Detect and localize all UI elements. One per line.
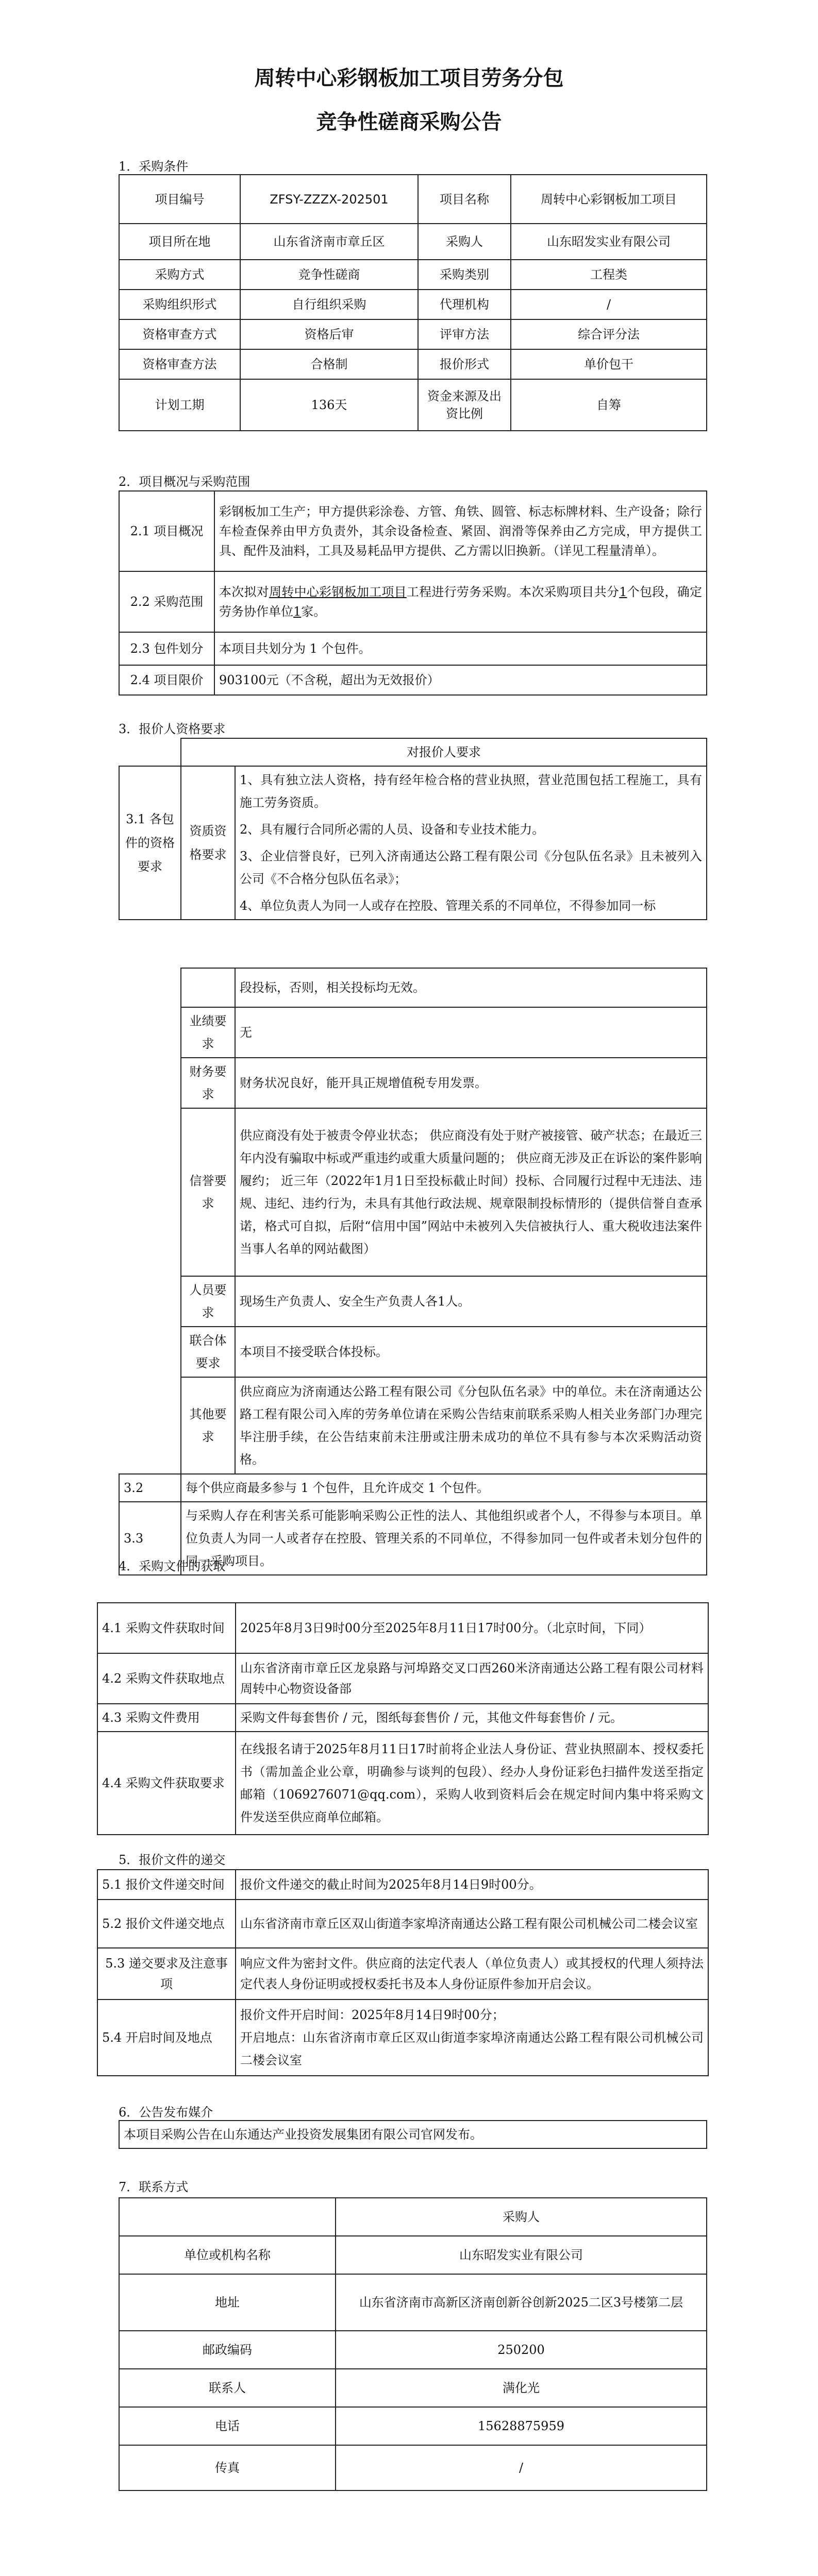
- cell: 满化光: [336, 2369, 707, 2407]
- cell: 工程类: [511, 260, 707, 290]
- cell: 本项目共划分为 1 个包件。: [214, 632, 707, 665]
- qualification-table-part2: [119, 968, 707, 1575]
- cell: 合格制: [240, 349, 418, 379]
- section4-heading: 4．采购文件的获取: [119, 1559, 226, 1573]
- cell: 15628875959: [336, 2407, 707, 2445]
- cell: 传真: [119, 2445, 336, 2490]
- cell: 段投标，否则，相关投标均无效。: [235, 968, 707, 1007]
- cell: 山东省济南市高新区济南创新谷创新2025二区3号楼第二层: [336, 2274, 707, 2331]
- cell: 自行组织采购: [240, 290, 418, 319]
- cell: 综合评分法: [511, 319, 707, 349]
- cell: 本项目不接受联合体投标。: [235, 1327, 707, 1377]
- cell: 项目名称: [418, 175, 511, 224]
- section5-heading: 5．报价文件的递交: [119, 1853, 226, 1867]
- cell: 评审方法: [418, 319, 511, 349]
- cell: [119, 1108, 181, 1276]
- cell: 4.2 采购文件获取地点: [97, 1653, 236, 1704]
- cell: 5.2 报价文件递交地点: [97, 1900, 236, 1948]
- text: 1: [619, 585, 627, 599]
- text: 工程进行劳务采购。本次采购项目共分: [406, 585, 620, 599]
- cell: 136天: [240, 379, 418, 431]
- cell: 每个供应商最多参与 1 个包件，且允许成交 1 个包件。: [181, 1474, 707, 1502]
- cell: [119, 1327, 181, 1377]
- cell: 5.1 报价文件递交时间: [97, 1870, 236, 1900]
- cell: 采购文件每套售价 / 元，图纸每套售价 / 元，其他文件每套售价 / 元。: [236, 1704, 708, 1732]
- cell: 3.3: [119, 1502, 181, 1575]
- cell: [181, 968, 235, 1007]
- cell: 电话: [119, 2407, 336, 2445]
- cell: 采购组织形式: [119, 290, 240, 319]
- section6-heading: 6．公告发布媒介: [119, 2105, 213, 2120]
- cell: 2.3 包件划分: [119, 632, 214, 665]
- cell: 竞争性磋商: [240, 260, 418, 290]
- cell: 财务状况良好，能开具正规增值税专用发票。: [235, 1058, 707, 1108]
- cell: 单位或机构名称: [119, 2236, 336, 2274]
- cell: [119, 1377, 181, 1474]
- cell: 资质资格要求: [181, 766, 235, 920]
- cell: [119, 968, 181, 1007]
- publication-media-table: [119, 2120, 707, 2149]
- project-overview-table: [119, 490, 707, 696]
- cell: 信誉要求: [181, 1108, 235, 1276]
- cell: 计划工期: [119, 379, 240, 431]
- cell: 财务要求: [181, 1058, 235, 1108]
- cell: 周转中心彩钢板加工项目: [511, 175, 707, 224]
- cell: ZFSY-ZZZX-202501: [240, 175, 418, 224]
- section3-heading: 3．报价人资格要求: [119, 722, 226, 736]
- cell: 5.3 递交要求及注意事项: [97, 1948, 236, 1999]
- cell: 供应商应为济南通达公路工程有限公司《分包队伍名录》中的单位。未在济南通达公路工程有限公司入库的劳务单位请在采购公告结束前联系采购人相关业务部门办理完毕注册手续，在公告结束前未注册或注册未成功的单位不具有参与本次采购活动资格。: [235, 1377, 707, 1474]
- text: 周转中心彩钢板加工项目: [269, 585, 407, 599]
- cell: 本项目采购公告在山东通达产业投资发展集团有限公司官网发布。: [119, 2121, 707, 2148]
- cell: 邮政编码: [119, 2331, 336, 2369]
- cell: /: [511, 290, 707, 319]
- cell: 1、具有独立法人资格，持有经年检合格的营业执照，营业范围包括工程施工，具有施工劳务资质。: [235, 766, 707, 816]
- cell: [119, 1276, 181, 1327]
- cell: 山东省济南市章丘区: [240, 224, 418, 260]
- cell: 采购类别: [418, 260, 511, 290]
- cell: 5.4 开启时间及地点: [97, 1999, 236, 2076]
- cell: [119, 1058, 181, 1108]
- cell: [119, 2198, 336, 2236]
- cell: 项目编号: [119, 175, 240, 224]
- cell: 采购人: [418, 224, 511, 260]
- cell: 响应文件为密封文件。供应商的法定代表人（单位负责人）或其授权的代理人须持法定代表人身份证明或授权委托书及本人身份证原件参加开启会议。: [236, 1948, 708, 1999]
- cell: 2.1 项目概况: [119, 491, 214, 571]
- text: 1: [293, 604, 302, 619]
- cell: 资格审查方法: [119, 349, 240, 379]
- cell: 报价文件递交的截止时间为2025年8月14日9时00分。: [236, 1870, 708, 1900]
- title-line2: 竞争性磋商采购公告: [316, 110, 502, 134]
- cell: 与采购人存在利害关系可能影响采购公正性的法人、其他组织或者个人，不得参与本项目。单位负责人为同一人或者存在控股、管理关系的不同单位，不得参加同一包件或者未划分包件的同一采购项目。: [181, 1502, 707, 1575]
- cell: 2、具有履行合同所必需的人员、设备和专业技术能力。: [235, 816, 707, 843]
- cell: 4、单位负责人为同一人或存在控股、管理关系的不同单位，不得参加同一标: [235, 892, 707, 920]
- cell: 对报价人要求: [181, 738, 707, 766]
- title-line1: 周转中心彩钢板加工项目劳务分包: [254, 66, 564, 90]
- contact-table: [119, 2197, 707, 2491]
- cell: 资金来源及出资比例: [418, 379, 511, 431]
- cell: 代理机构: [418, 290, 511, 319]
- cell: [119, 738, 181, 766]
- cell: 3.1 各包件的资格要求: [119, 766, 181, 920]
- text: 家。: [301, 604, 326, 619]
- cell: 人员要求: [181, 1276, 235, 1327]
- cell: 单价包干: [511, 349, 707, 379]
- cell: 2.4 项目限价: [119, 665, 214, 695]
- cell: 无: [235, 1007, 707, 1058]
- cell: 资格后审: [240, 319, 418, 349]
- cell: 山东省济南市章丘区双山街道李家埠济南通达公路工程有限公司机械公司二楼会议室: [236, 1900, 708, 1948]
- cell: 联系人: [119, 2369, 336, 2407]
- cell: 3、企业信誉良好，已列入济南通达公路工程有限公司《分包队伍名录》且未被列入公司《不合格分包队伍名录》；: [235, 843, 707, 892]
- cell: 4.4 采购文件获取要求: [97, 1732, 236, 1835]
- cell: 自筹: [511, 379, 707, 431]
- cell: 现场生产负责人、安全生产负责人各1人。: [235, 1276, 707, 1327]
- cell: 报价形式: [418, 349, 511, 379]
- cell: 在线报名请于2025年8月11日17时前将企业法人身份证、营业执照副本、授权委托书（需加盖企业公章，明确参与谈判的包段）、经办人身份证彩色扫描件发送至指定邮箱（1069276071@qq.com），采购人收到资料后会在规定时间内集中将采购文件发送至供应商单位邮箱。: [236, 1732, 708, 1835]
- cell: 山东昭发实业有限公司: [511, 224, 707, 260]
- cell: [119, 1007, 181, 1058]
- section1-heading: 1．采购条件: [119, 159, 189, 174]
- cell: 供应商没有处于被责令停业状态； 供应商没有处于财产被接管、破产状态；在最近三年内没有骗取中标或严重违约或重大质量问题的； 供应商无涉及正在诉讼的案件影响履约； 近三年（2022年1月1日至投标截止时间）投标、合同履行过程中无违法、违规、违纪、违约行为，未具有其他行政法规、规章限制投标情形的（提供信誉自查承诺，格式可自拟，后附“信用中国”网站中未被列入失信被执行人、重大税收违法案件当事人名单的网站截图）: [235, 1108, 707, 1276]
- cell: 其他要求: [181, 1377, 235, 1474]
- cell: 报价文件开启时间：2025年8月14日9时00分； 开启地点：山东省济南市章丘区双山街道李家埠济南通达公路工程有限公司机械公司二楼会议室: [236, 1999, 708, 2076]
- cell: 采购人: [336, 2198, 707, 2236]
- section7-heading: 7．联系方式: [119, 2180, 189, 2194]
- cell: 项目所在地: [119, 224, 240, 260]
- cell: 资格审查方式: [119, 319, 240, 349]
- section2-heading: 2．项目概况与采购范围: [119, 474, 251, 489]
- document-acquisition-table: [97, 1602, 709, 1835]
- cell: 地址: [119, 2274, 336, 2331]
- cell: 250200: [336, 2331, 707, 2369]
- cell: 4.3 采购文件费用: [97, 1704, 236, 1732]
- cell: 山东昭发实业有限公司: [336, 2236, 707, 2274]
- cell: 4.1 采购文件获取时间: [97, 1603, 236, 1653]
- cell: [214, 571, 707, 632]
- cell: 903100元（不含税，超出为无效报价）: [214, 665, 707, 695]
- procurement-conditions-table: [119, 174, 707, 431]
- qualification-table-part1: [119, 738, 707, 920]
- cell: 采购方式: [119, 260, 240, 290]
- cell: 彩钢板加工生产；甲方提供彩涂卷、方管、角铁、圆管、标志标牌材料、生产设备；除行车检查保养由甲方负责外，其余设备检查、紧固、润滑等保养由乙方完成，甲方提供工具、配件及油料，工具及易耗品甲方提供、乙方需以旧换新。（详见工程量清单）。: [214, 491, 707, 571]
- cell: 2025年8月3日9时00分至2025年8月11日17时00分。（北京时间，下同）: [236, 1603, 708, 1653]
- cell: 联合体要求: [181, 1327, 235, 1377]
- text: 本次拟对: [219, 585, 270, 599]
- cell: 3.2: [119, 1474, 181, 1502]
- cell: /: [336, 2445, 707, 2490]
- cell: 2.2 采购范围: [119, 571, 214, 632]
- cell: 山东省济南市章丘区龙泉路与河埠路交叉口西260米济南通达公路工程有限公司材料周转中心物资设备部: [236, 1653, 708, 1704]
- cell: 业绩要求: [181, 1007, 235, 1058]
- text: 个包段，确定劳务协作单位: [219, 585, 703, 619]
- bid-submission-table: [97, 1869, 709, 2076]
